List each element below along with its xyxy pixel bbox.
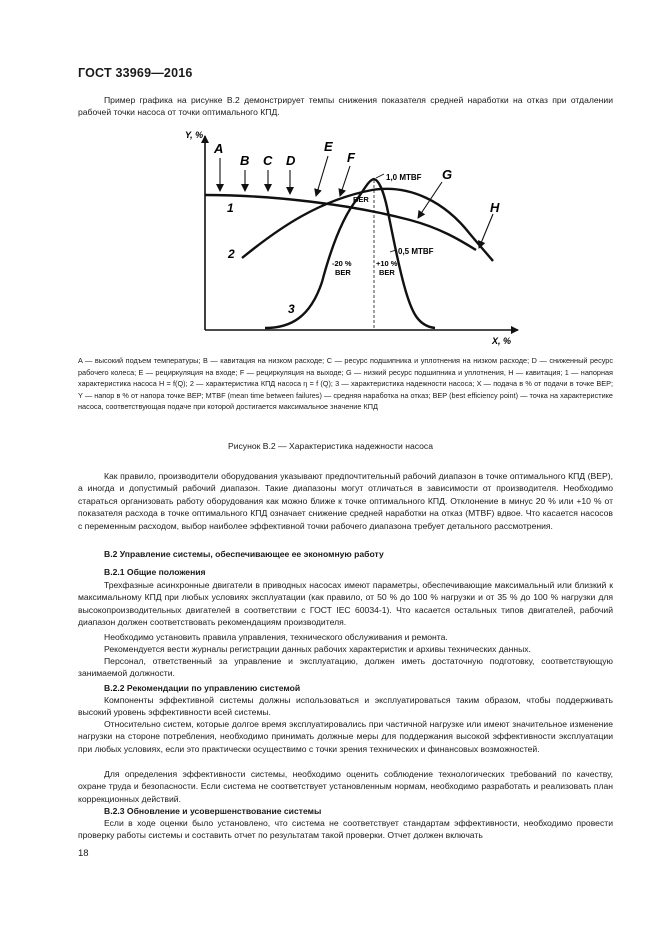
section-heading-b23: В.2.3 Обновление и усовершенствование системы <box>104 806 322 816</box>
figure-svg <box>150 122 540 352</box>
intro-paragraph: Пример графика на рисунке В.2 демонстрирует темпы снижения показателя средней наработки на отказ при отдалении рабочей точки насоса от точки оптимального КПД. <box>78 95 613 118</box>
letter-e: E <box>324 139 333 154</box>
mtbf-half-label: 0,5 MTBF <box>398 247 434 256</box>
paragraph-operating-range: Как правило, производители оборудования указывают предпочтительный рабочий диапазон в точке оптимального КПД (BEP), а иногда и допустимый рабочий диапазон. Такие диапазоны могут отличаться в зависимости от производителя. Необходимо стараться организовать работу оборудования как можно ближе к точке оптимального КПД. Отклонение в минус 20 % или +10 % от показателя расхода в точке оптимального КПД означает снижение средней наработки на отказ (MTBF) вдвое. Что касается насосов с переменным расходом, выбор наиболее эффективной точки рабочего диапазона требует детального рассмотрения. <box>78 471 613 531</box>
letter-f: F <box>347 150 355 165</box>
letter-h: H <box>490 200 500 215</box>
section-heading-b2: В.2 Управление системы, обеспечивающее ее экономную работу <box>104 549 384 559</box>
letter-g: G <box>442 167 453 182</box>
arrow-h <box>479 214 493 248</box>
curve-label-1: 1 <box>227 201 234 215</box>
pump-reliability-figure <box>150 122 540 352</box>
paragraph-rules: Необходимо установить правила управления, технического обслуживания и ремонта. <box>104 632 448 642</box>
figure-caption: Рисунок В.2 — Характеристика надежности насоса <box>227 441 434 451</box>
y-axis-label: Y, % <box>185 130 204 140</box>
arrow-e <box>316 156 328 196</box>
letter-d: D <box>286 153 296 168</box>
plus10-label-1: +10 % <box>376 259 398 268</box>
plus10-label-2: BER <box>379 268 395 277</box>
paragraph-motors: Трехфазные асинхронные двигатели в приводных насосах имеют параметры, обеспечивающие максимальный или близкий к максимальному КПД при любых условиях эксплуатации (как правило, от 50 % до 100 % нагрузки и от 35 % до 100 % нагрузки для высокопроизводительных двигателей в соответствии с ГОСТ IEC 60034-1). Что касается остальных типов двигателей, рабочий диапазон должен соответствовать рекомендациям производителя. <box>78 580 613 628</box>
minus20-label-2: BER <box>335 268 351 277</box>
section-heading-b22: В.2.2 Рекомендации по управлению системой <box>104 683 301 693</box>
letter-b: B <box>240 153 250 168</box>
arrow-g <box>418 182 442 218</box>
section-heading-b21: В.2.1 Общие положения <box>104 567 206 577</box>
paragraph-report: Если в ходе оценки было установлено, что система не соответствует стандартам эффективности, необходимо провести проверку работы системы и составить отчет по результатам такой проверки. Отчет должен включать <box>78 818 613 841</box>
document-header: ГОСТ 33969—2016 <box>78 66 193 80</box>
ber-label: BER <box>353 195 369 204</box>
minus20-label-1: -20 % <box>332 259 352 268</box>
mtbf-top-label: 1,0 MTBF <box>386 173 422 182</box>
letter-c: C <box>263 153 273 168</box>
figure-legend: A — высокий подъем температуры; B — кавитация на низком расходе; C — ресурс подшипника и уплотнения на низком расходе; D — сниженный ресурс рабочего колеса; E — рециркуляция на входе; F — рециркуляция на выходе; G — низкий ресурс подшипника и уплотнения, H — кавитация; 1 — напорная характеристика насоса H = f(Q); 2 — характеристика КПД насоса η = f (Q); 3 — характеристика надежности насоса; X — подача в % от подачи в точке BEP; Y — напор в % от напора точке BEP; MTBF (mean time between failures) — средняя наработка на отказ; BEP (best efficiency point) — точка на характеристике насоса, соответствующая подаче при которой достигается максимальное значение КПД <box>78 356 613 412</box>
curve-label-3: 3 <box>288 302 295 316</box>
paragraph-components: Компоненты эффективной системы должны использоваться и эксплуатироваться таким образом, чтобы поддерживать высокий уровень эффективности всей системы. <box>78 695 613 718</box>
paragraph-personnel: Персонал, ответственный за управление и эксплуатацию, должен иметь достаточную подготовку, соответствующую занимаемой должности. <box>78 656 613 679</box>
paragraph-logs: Рекомендуется вести журналы регистрации данных рабочих характеристик и архивы технических данных. <box>104 644 531 654</box>
page-number: 18 <box>78 848 89 859</box>
curve-label-2: 2 <box>228 247 235 261</box>
x-axis-label: X, % <box>492 336 512 346</box>
paragraph-partial-load: Относительно систем, которые долгое время эксплуатировались при частичной нагрузке или имеют значительное изменение нагрузки на стороне потребления, необходимо принимать должные меры для поддержания высокой эффективности эксплуатации при любых условиях, если это практически осуществимо с точки зрения технических и финансовых возможностей. <box>78 719 613 754</box>
arrow-mtbf-top <box>376 174 384 178</box>
arrow-f <box>340 166 350 196</box>
paragraph-assessment: Для определения эффективности системы, необходимо оценить соблюдение технологических требований по качеству, охране труда и безопасности. Если система не соответствует установленным нормам, необходимо разработать и реализовать план коррекционных действий. <box>78 769 613 804</box>
letter-a: A <box>214 141 224 156</box>
